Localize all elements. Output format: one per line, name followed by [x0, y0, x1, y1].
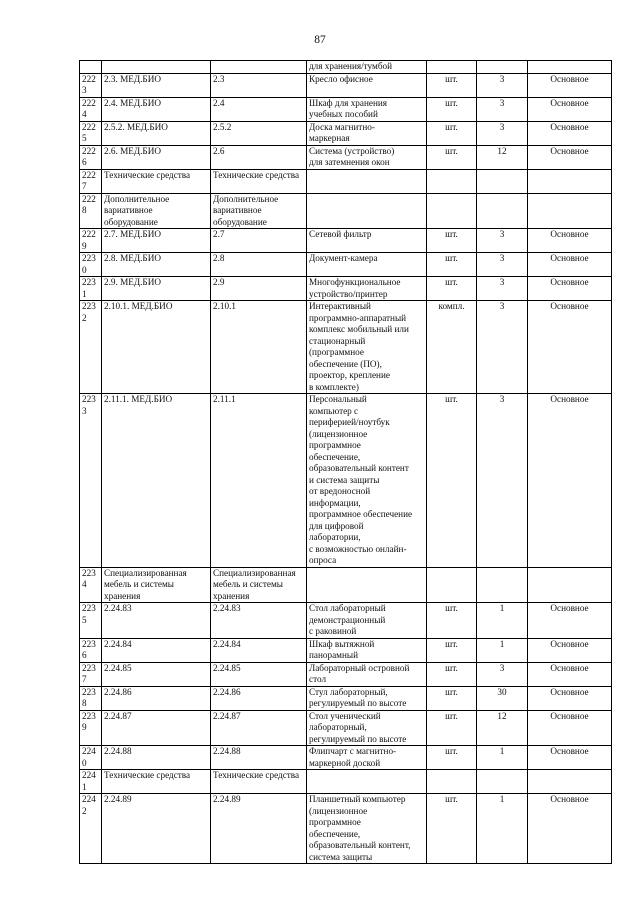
equipment-type-cell	[528, 61, 612, 74]
unit-cell: шт.	[427, 229, 477, 253]
section-code-cell: 2.24.88	[211, 746, 307, 770]
table-row	[80, 121, 612, 145]
table-row	[80, 253, 612, 277]
quantity-cell: 1	[477, 638, 528, 662]
unit-cell: компл.	[427, 301, 477, 394]
item-name-cell: Доска магнитно- маркерная	[307, 121, 427, 145]
item-code-cell: 2.8. МЕД.БИО	[102, 253, 211, 277]
item-code-cell	[102, 61, 211, 74]
section-code-cell: Технические средства	[211, 770, 307, 794]
equipment-type-cell	[528, 193, 612, 229]
quantity-cell: 3	[477, 121, 528, 145]
quantity-cell	[477, 770, 528, 794]
item-code-cell: Специализированная мебель и системы хранения	[102, 567, 211, 603]
row-number-cell: 2227	[80, 169, 102, 193]
table-row	[80, 61, 612, 74]
quantity-cell	[477, 567, 528, 603]
table-row	[80, 145, 612, 169]
row-number-cell: 2235	[80, 603, 102, 639]
item-code-cell: Технические средства	[102, 770, 211, 794]
table-row	[80, 686, 612, 710]
item-name-cell: Лабораторный островной стол	[307, 662, 427, 686]
quantity-cell: 3	[477, 662, 528, 686]
unit-cell: шт.	[427, 686, 477, 710]
item-code-cell: 2.24.85	[102, 662, 211, 686]
row-number-cell: 2224	[80, 97, 102, 121]
equipment-type-cell: Основное	[528, 97, 612, 121]
unit-cell: шт.	[427, 603, 477, 639]
section-code-cell: 2.7	[211, 229, 307, 253]
unit-cell: шт.	[427, 662, 477, 686]
item-name-cell: Стул лабораторный, регулируемый по высоте	[307, 686, 427, 710]
item-code-cell: 2.9. МЕД.БИО	[102, 277, 211, 301]
item-name-cell	[307, 770, 427, 794]
item-code-cell: Дополнительное вариативное оборудование	[102, 193, 211, 229]
quantity-cell: 1	[477, 746, 528, 770]
quantity-cell: 3	[477, 229, 528, 253]
row-number-cell: 2236	[80, 638, 102, 662]
quantity-cell: 30	[477, 686, 528, 710]
equipment-type-cell: Основное	[528, 73, 612, 97]
item-code-cell: 2.11.1. МЕД.БИО	[102, 394, 211, 568]
table-row	[80, 193, 612, 229]
item-name-cell: Персональный компьютер с периферией/ноутбук (лицензионное программное обеспечение, образовательный контент и система защиты от вредоносной информации, программное обеспечение для цифровой лаборатории, с возможностью онлайн- опроса	[307, 394, 427, 568]
row-number-cell: 2226	[80, 145, 102, 169]
row-number-cell: 2241	[80, 770, 102, 794]
item-name-cell: Документ-камера	[307, 253, 427, 277]
section-code-cell: 2.24.85	[211, 662, 307, 686]
row-number-cell: 2223	[80, 73, 102, 97]
item-code-cell: 2.6. МЕД.БИО	[102, 145, 211, 169]
row-number-cell: 2242	[80, 794, 102, 864]
quantity-cell: 3	[477, 394, 528, 568]
item-code-cell: 2.24.87	[102, 710, 211, 746]
equipment-type-cell: Основное	[528, 603, 612, 639]
section-code-cell: Технические средства	[211, 169, 307, 193]
section-code-cell: 2.3	[211, 73, 307, 97]
item-code-cell: Технические средства	[102, 169, 211, 193]
row-number-cell: 2230	[80, 253, 102, 277]
item-name-cell: Флипчарт с магнитно- маркерной доской	[307, 746, 427, 770]
table-row	[80, 662, 612, 686]
row-number-cell: 2231	[80, 277, 102, 301]
quantity-cell	[477, 169, 528, 193]
quantity-cell: 3	[477, 73, 528, 97]
equipment-type-cell	[528, 169, 612, 193]
unit-cell: шт.	[427, 638, 477, 662]
table-row	[80, 746, 612, 770]
row-number-cell: 2237	[80, 662, 102, 686]
row-number-cell: 2234	[80, 567, 102, 603]
table-row	[80, 794, 612, 864]
equipment-type-cell: Основное	[528, 277, 612, 301]
unit-cell: шт.	[427, 746, 477, 770]
unit-cell: шт.	[427, 253, 477, 277]
item-name-cell: Планшетный компьютер (лицензионное программное обеспечение, образовательный контент, система защиты	[307, 794, 427, 864]
table-row	[80, 603, 612, 639]
item-name-cell	[307, 567, 427, 603]
unit-cell: шт.	[427, 73, 477, 97]
equipment-type-cell: Основное	[528, 121, 612, 145]
equipment-type-cell: Основное	[528, 145, 612, 169]
equipment-type-cell: Основное	[528, 746, 612, 770]
unit-cell: шт.	[427, 710, 477, 746]
row-number-cell: 2229	[80, 229, 102, 253]
section-code-cell	[211, 61, 307, 74]
quantity-cell: 12	[477, 710, 528, 746]
table-row	[80, 770, 612, 794]
unit-cell	[427, 770, 477, 794]
unit-cell	[427, 567, 477, 603]
quantity-cell: 3	[477, 277, 528, 301]
item-code-cell: 2.24.89	[102, 794, 211, 864]
equipment-table	[79, 60, 612, 864]
item-code-cell: 2.24.88	[102, 746, 211, 770]
table-row	[80, 97, 612, 121]
item-name-cell: Шкаф для хранения учебных пособий	[307, 97, 427, 121]
item-code-cell: 2.24.86	[102, 686, 211, 710]
row-number-cell: 2233	[80, 394, 102, 568]
item-name-cell: Стол ученический лабораторный, регулируемый по высоте	[307, 710, 427, 746]
section-code-cell: 2.4	[211, 97, 307, 121]
equipment-type-cell: Основное	[528, 638, 612, 662]
quantity-cell: 3	[477, 301, 528, 394]
item-code-cell: 2.3. МЕД.БИО	[102, 73, 211, 97]
section-code-cell: 2.24.83	[211, 603, 307, 639]
equipment-type-cell: Основное	[528, 794, 612, 864]
row-number-cell	[80, 61, 102, 74]
table-row	[80, 301, 612, 394]
equipment-type-cell: Основное	[528, 394, 612, 568]
section-code-cell: Специализированная мебель и системы хранения	[211, 567, 307, 603]
table-row	[80, 638, 612, 662]
unit-cell: шт.	[427, 394, 477, 568]
equipment-type-cell: Основное	[528, 301, 612, 394]
quantity-cell: 3	[477, 97, 528, 121]
table-row	[80, 394, 612, 568]
quantity-cell	[477, 61, 528, 74]
item-code-cell: 2.10.1. МЕД.БИО	[102, 301, 211, 394]
quantity-cell: 12	[477, 145, 528, 169]
section-code-cell: 2.5.2	[211, 121, 307, 145]
equipment-type-cell	[528, 567, 612, 603]
unit-cell: шт.	[427, 145, 477, 169]
item-name-cell: Стол лабораторный демонстрационный с раковиной	[307, 603, 427, 639]
quantity-cell: 1	[477, 794, 528, 864]
item-name-cell: Шкаф вытяжной панорамный	[307, 638, 427, 662]
equipment-type-cell: Основное	[528, 253, 612, 277]
unit-cell	[427, 169, 477, 193]
row-number-cell: 2225	[80, 121, 102, 145]
unit-cell	[427, 61, 477, 74]
table-row	[80, 567, 612, 603]
item-name-cell: Многофункциональное устройство/принтер	[307, 277, 427, 301]
table-row	[80, 710, 612, 746]
equipment-type-cell: Основное	[528, 229, 612, 253]
item-name-cell: Кресло офисное	[307, 73, 427, 97]
section-code-cell: 2.8	[211, 253, 307, 277]
quantity-cell: 1	[477, 603, 528, 639]
table-row	[80, 169, 612, 193]
table-row	[80, 277, 612, 301]
equipment-type-cell: Основное	[528, 686, 612, 710]
item-code-cell: 2.24.84	[102, 638, 211, 662]
equipment-type-cell: Основное	[528, 710, 612, 746]
page-number: 87	[314, 34, 326, 46]
item-name-cell: Сетевой фильтр	[307, 229, 427, 253]
item-name-cell	[307, 193, 427, 229]
unit-cell: шт.	[427, 277, 477, 301]
unit-cell: шт.	[427, 97, 477, 121]
item-code-cell: 2.24.83	[102, 603, 211, 639]
item-code-cell: 2.7. МЕД.БИО	[102, 229, 211, 253]
row-number-cell: 2239	[80, 710, 102, 746]
section-code-cell: 2.9	[211, 277, 307, 301]
section-code-cell: 2.11.1	[211, 394, 307, 568]
row-number-cell: 2228	[80, 193, 102, 229]
unit-cell: шт.	[427, 794, 477, 864]
section-code-cell: Дополнительное вариативное оборудование	[211, 193, 307, 229]
equipment-type-cell	[528, 770, 612, 794]
row-number-cell: 2238	[80, 686, 102, 710]
table-row	[80, 229, 612, 253]
quantity-cell	[477, 193, 528, 229]
item-name-cell: для хранения/тумбой	[307, 61, 427, 74]
equipment-type-cell: Основное	[528, 662, 612, 686]
unit-cell: шт.	[427, 121, 477, 145]
section-code-cell: 2.24.89	[211, 794, 307, 864]
item-name-cell	[307, 169, 427, 193]
item-code-cell: 2.4. МЕД.БИО	[102, 97, 211, 121]
row-number-cell: 2232	[80, 301, 102, 394]
table-row	[80, 73, 612, 97]
section-code-cell: 2.24.84	[211, 638, 307, 662]
section-code-cell: 2.10.1	[211, 301, 307, 394]
item-name-cell: Система (устройство) для затемнения окон	[307, 145, 427, 169]
section-code-cell: 2.24.86	[211, 686, 307, 710]
quantity-cell: 3	[477, 253, 528, 277]
item-name-cell: Интерактивный программно-аппаратный комплекс мобильный или стационарный (программное обеспечение (ПО), проектор, крепление в комплекте)	[307, 301, 427, 394]
unit-cell	[427, 193, 477, 229]
row-number-cell: 2240	[80, 746, 102, 770]
section-code-cell: 2.6	[211, 145, 307, 169]
item-code-cell: 2.5.2. МЕД.БИО	[102, 121, 211, 145]
section-code-cell: 2.24.87	[211, 710, 307, 746]
